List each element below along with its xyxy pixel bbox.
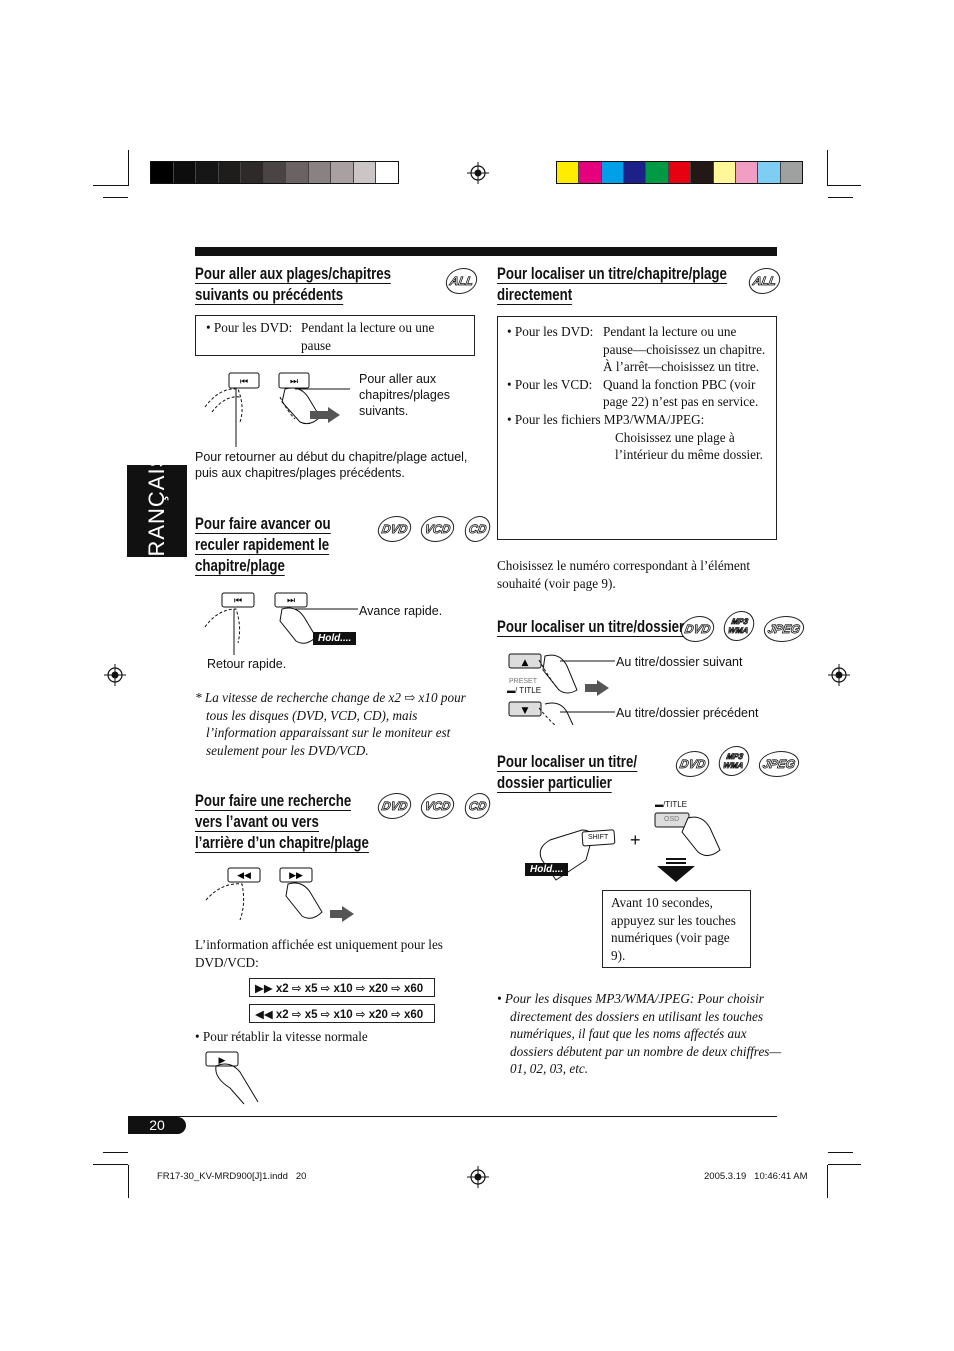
svg-text:◀◀: ◀◀ (237, 871, 251, 881)
title-key-label: ▬/ TITLE (507, 686, 542, 695)
color-swatch (557, 162, 579, 183)
choose-number-text: Choisissez le numéro correspondant à l’élément souhaité (voir page 9). (497, 558, 751, 591)
speed-sequence-reverse: ◀◀ x2 ⇨ x5 ⇨ x10 ⇨ x20 ⇨ x60 (249, 1004, 435, 1023)
crop-mark (128, 150, 129, 186)
condition-box: • Pour les DVD: Pendant la lecture ou une pause (195, 315, 475, 356)
crop-mark (827, 150, 828, 186)
section-title-scan: Pour faire une recherche vers l’avant ou vers l’arrière d’un chapitre/plage (195, 791, 369, 852)
speed-sequence-forward: ▶▶ x2 ⇨ x5 ⇨ x10 ⇨ x20 ⇨ x60 (249, 978, 435, 997)
restore-speed-text: • Pour rétablir la vitesse normale (195, 1029, 368, 1044)
language-tab-label: FRANÇAIS (144, 451, 169, 571)
registration-target-icon (467, 162, 489, 184)
color-swatch (264, 162, 287, 183)
svg-text:⏭: ⏭ (289, 377, 299, 387)
crop-mark (93, 185, 128, 186)
color-swatch (151, 162, 174, 183)
folder-naming-note: • Pour les disques MP3/WMA/JPEG: Pour choisir directement des dossiers en utilisant les touches numériques, il faut que les noms affectés aux dossiers débutent par un nombre de deux chiffres—01, 02, 03, etc. (497, 991, 782, 1077)
jpeg-badge: JPEG (762, 616, 807, 642)
crop-mark (828, 1152, 853, 1153)
color-swatch (174, 162, 197, 183)
color-swatch (714, 162, 736, 183)
folder-icon: ▬ (655, 800, 663, 809)
play-button-illustration (200, 1048, 270, 1106)
section-title-specific-folder: Pour localiser un titre/ dossier particulier (497, 752, 638, 792)
section-title-locate-folder: Pour localiser un titre/dossier (497, 617, 685, 636)
callout-prev: Pour retourner au début du chapitre/plage actuel, puis aux chapitres/plages précédents. (195, 450, 468, 480)
color-swatch (309, 162, 332, 183)
callout-next: Pour aller aux chapitres/plages suivants. (359, 372, 451, 418)
crop-mark (128, 1165, 129, 1198)
color-swatch (219, 162, 242, 183)
disc-badges (372, 793, 490, 819)
color-swatch (354, 162, 377, 183)
crop-mark (828, 185, 861, 186)
skip-buttons-illustration (200, 367, 350, 447)
color-swatch (624, 162, 646, 183)
vcd-badge: VCD (419, 793, 457, 819)
color-swatch (602, 162, 624, 183)
page-number: 20 (128, 1117, 186, 1134)
plus-sign: + (630, 830, 641, 850)
folder-icon: ▬ (507, 686, 515, 695)
registration-target-icon (828, 664, 850, 686)
svg-text:⏭: ⏭ (286, 596, 296, 606)
svg-text:⏮: ⏮ (233, 596, 243, 606)
osd-key-label: OSD (664, 816, 680, 823)
scan-buttons-illustration (200, 862, 360, 927)
section-title-next-prev: Pour aller aux plages/chapitres suivants ou précédents (195, 264, 392, 304)
color-swatch (286, 162, 309, 183)
footer-file: FR17-30_KV-MRD900[J]1.indd 20 (157, 1171, 307, 1182)
callout-fast-forward: Avance rapide. (359, 604, 443, 618)
gray-scale-bar (150, 161, 399, 184)
callout-rewind: Retour rapide. (207, 657, 287, 671)
disc-badges (372, 516, 490, 542)
mp3-wma-badge: MP3 WMA (717, 746, 752, 776)
dvd-badge: DVD (679, 616, 717, 642)
dvd-badge: DVD (376, 793, 414, 819)
vcd-badge: VCD (419, 516, 457, 542)
footer-date: 2005.3.19 10:46:41 AM (704, 1171, 808, 1182)
preset-label: PRESET (509, 678, 538, 685)
dvd-badge: DVD (376, 516, 414, 542)
section-title-fast-forward: Pour faire avancer ou reculer rapidement le chapitre/plage (195, 514, 331, 575)
color-swatch (669, 162, 691, 183)
registration-target-icon (104, 664, 126, 686)
mp3-wma-badge: MP3 WMA (722, 611, 757, 641)
registration-target-icon (467, 1166, 489, 1188)
callout-next-folder: Au titre/dossier suivant (616, 655, 743, 669)
hold-badge: Hold.... (313, 632, 356, 645)
hold-badge: Hold.... (525, 863, 568, 876)
color-scale-bar (556, 161, 803, 184)
disc-badge-all: ALL (440, 268, 477, 294)
condition-box: • Pour les DVD: Pendant la lecture ou une pause—choisissez un chapitre. À l’arrêt—choisissez un titre. • Pour les VCD: Quand la fonction PBC (voir page 22) n’est pas en service. • Pour les fichiers MP3/WMA/JPEG: Choisissez une plage à l’intérieur du même dossier. (497, 316, 777, 540)
disc-badge-all: ALL (743, 268, 780, 294)
cd-badge: CD (462, 793, 492, 819)
crop-mark (827, 1165, 828, 1198)
language-tab (127, 451, 187, 571)
instruction-box: Avant 10 secondes, appuyez sur les touches numériques (voir page 9). (602, 890, 751, 968)
crop-mark (103, 197, 128, 198)
crop-mark (93, 1164, 128, 1165)
fast-search-illustration (200, 585, 360, 660)
svg-text:⏮: ⏮ (239, 377, 249, 387)
disc-badges (675, 611, 804, 642)
info-dvd-vcd: L’information affichée est uniquement pour les DVD/VCD: (195, 937, 443, 970)
crop-mark (103, 1152, 128, 1153)
disc-badges (670, 746, 799, 777)
top-rule (195, 247, 777, 256)
bottom-rule (128, 1116, 777, 1117)
search-speed-note: * La vitesse de recherche change de x2 ⇨ x10 pour tous les disques (DVD, VCD, CD), mais l’information apparaissant sur le moniteur est seulement pour les DVD/VCD. (195, 690, 466, 758)
color-swatch (646, 162, 668, 183)
dvd-badge: DVD (674, 751, 712, 777)
color-swatch (196, 162, 219, 183)
color-swatch (691, 162, 713, 183)
svg-text:▶: ▶ (218, 1056, 226, 1066)
color-swatch (241, 162, 264, 183)
svg-text:▶▶: ▶▶ (289, 871, 303, 881)
color-swatch (758, 162, 780, 183)
crop-mark (828, 1164, 861, 1165)
shift-key-label: SHIFT (588, 834, 609, 841)
callout-prev-folder: Au titre/dossier précédent (616, 706, 759, 720)
color-swatch (579, 162, 601, 183)
svg-text:▲: ▲ (521, 658, 529, 668)
jpeg-badge: JPEG (757, 751, 802, 777)
cd-badge: CD (462, 516, 492, 542)
section-title-direct-locate: Pour localiser un titre/chapitre/plage directement (497, 264, 727, 304)
color-swatch (331, 162, 354, 183)
color-swatch (781, 162, 802, 183)
title-key-label: ▬/TITLE (655, 800, 688, 809)
svg-text:▼: ▼ (521, 706, 529, 716)
color-swatch (736, 162, 758, 183)
color-swatch (376, 162, 398, 183)
crop-mark (828, 197, 853, 198)
